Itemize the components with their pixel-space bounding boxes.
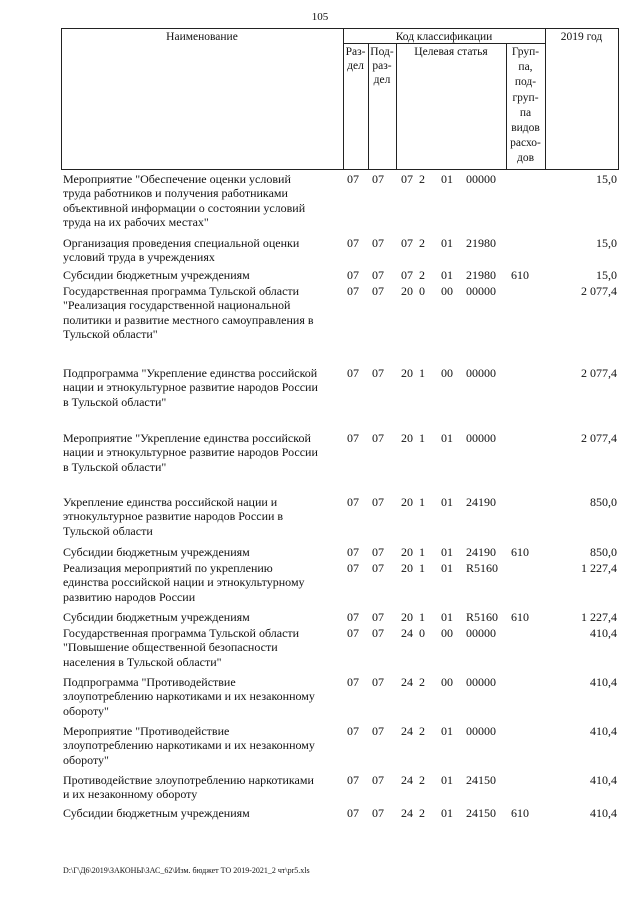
- row-name-line: Подпрограмма "Противодействие: [63, 675, 236, 689]
- row-amount: 410,4: [590, 806, 617, 820]
- row-section: 07: [347, 495, 359, 509]
- row-subsection: 07: [372, 561, 384, 575]
- row-amount: 410,4: [590, 773, 617, 787]
- row-amount: 410,4: [590, 724, 617, 738]
- row-section: 07: [347, 284, 359, 298]
- row-target-subprogram: 2: [419, 172, 425, 186]
- row-name-line: Мероприятие "Укрепление единства российской: [63, 431, 311, 445]
- row-target-subprogram: 0: [419, 284, 425, 298]
- row-subsection: 07: [372, 236, 384, 250]
- row-name: [63, 172, 345, 230]
- row-target-activity: 01: [441, 495, 453, 509]
- row-target-subprogram: 1: [419, 495, 425, 509]
- row-amount: 850,0: [590, 545, 617, 559]
- row-target-program: 24: [401, 773, 413, 787]
- row-name-line: труда работников и получения работниками: [63, 186, 288, 201]
- row-target-direction: 00000: [466, 626, 496, 640]
- row-subsection: 07: [372, 626, 384, 640]
- row-name-line: и их незаконному обороту: [63, 787, 198, 802]
- row-target-direction: 24190: [466, 495, 496, 509]
- row-target-activity: 00: [441, 366, 453, 380]
- row-name-line: Субсидии бюджетным учреждениям: [63, 268, 250, 282]
- row-subsection: 07: [372, 724, 384, 738]
- row-name: [63, 610, 345, 624]
- row-name: [63, 431, 345, 474]
- row-target-direction: 24150: [466, 773, 496, 787]
- header-bottom-line: [61, 169, 619, 170]
- header-subsection-line: дел: [373, 74, 391, 86]
- header-subsection-line: раз-: [372, 60, 392, 72]
- header-group-line: видов: [511, 122, 540, 135]
- row-target-direction: 24150: [466, 806, 496, 820]
- row-name: [63, 773, 345, 802]
- row-target-activity: 01: [441, 236, 453, 250]
- row-name-line: "Реализация государственной национальной: [63, 298, 291, 313]
- header-group-line: дов: [516, 152, 535, 165]
- row-amount: 15,0: [596, 268, 617, 282]
- row-name-line: Тульской области: [63, 523, 153, 538]
- row-section: 07: [347, 268, 359, 282]
- row-target-direction: 00000: [466, 366, 496, 380]
- row-name: [63, 495, 345, 538]
- row-target-subprogram: 1: [419, 431, 425, 445]
- header-section: [343, 45, 368, 73]
- header-target: Целевая статья: [414, 46, 488, 58]
- row-section: 07: [347, 366, 359, 380]
- row-amount: 15,0: [596, 172, 617, 186]
- row-subsection: 07: [372, 773, 384, 787]
- row-name: [63, 236, 345, 265]
- row-amount: 2 077,4: [581, 366, 617, 380]
- row-target-activity: 01: [441, 610, 453, 624]
- row-target-activity: 00: [441, 626, 453, 640]
- header-group: [506, 45, 545, 167]
- row-name-line: обороту": [63, 703, 109, 718]
- row-target-activity: 01: [441, 172, 453, 186]
- row-target-subprogram: 1: [419, 610, 425, 624]
- row-name: [63, 675, 345, 718]
- row-target-direction: 21980: [466, 236, 496, 250]
- page-number: 105: [311, 11, 329, 23]
- row-amount: 2 077,4: [581, 284, 617, 298]
- row-amount: 850,0: [590, 495, 617, 509]
- header-subsection: [368, 45, 396, 87]
- row-target-subprogram: 2: [419, 806, 425, 820]
- header-name: Наименование: [166, 31, 238, 43]
- header-group-line: груп-: [512, 91, 539, 104]
- row-name: [63, 284, 345, 342]
- header-year: 2019 год: [560, 31, 603, 43]
- row-subsection: 07: [372, 172, 384, 186]
- row-name-line: труда на их рабочих местах": [63, 215, 209, 230]
- row-subsection: 07: [372, 431, 384, 445]
- row-section: 07: [347, 431, 359, 445]
- row-target-direction: 00000: [466, 172, 496, 186]
- row-target-program: 20: [401, 366, 413, 380]
- row-target-subprogram: 2: [419, 236, 425, 250]
- row-expense-group: 610: [511, 545, 529, 559]
- row-target-program: 07: [401, 172, 413, 186]
- row-target-activity: 00: [441, 284, 453, 298]
- row-name: [63, 561, 345, 604]
- header-section-line: Раз-: [345, 46, 366, 58]
- row-target-program: 20: [401, 284, 413, 298]
- row-section: 07: [347, 724, 359, 738]
- row-target-program: 24: [401, 806, 413, 820]
- row-name-line: объективной информации о состоянии условий: [63, 200, 306, 215]
- row-subsection: 07: [372, 268, 384, 282]
- row-name-line: Субсидии бюджетным учреждениям: [63, 545, 250, 559]
- row-name-line: нации и этнокультурное развитие народов России: [63, 380, 318, 395]
- row-section: 07: [347, 610, 359, 624]
- row-name-line: Мероприятие "Противодействие: [63, 724, 230, 738]
- header-group-line: па,: [518, 61, 533, 74]
- row-target-subprogram: 2: [419, 773, 425, 787]
- row-name-line: в Тульской области": [63, 459, 167, 474]
- header-group-line: под-: [514, 76, 537, 89]
- row-name-line: населения в Тульской области": [63, 654, 222, 669]
- row-expense-group: 610: [511, 268, 529, 282]
- header-code-classification: Код классификации: [395, 31, 493, 43]
- row-target-program: 20: [401, 431, 413, 445]
- row-name-line: этнокультурное развитие народов России в: [63, 509, 284, 524]
- row-name-line: нации и этнокультурное развитие народов России: [63, 445, 318, 460]
- header-right-border: [618, 28, 619, 169]
- row-name-line: развитию народов России: [63, 589, 196, 604]
- row-amount: 1 227,4: [581, 610, 617, 624]
- row-name: [63, 545, 345, 559]
- row-subsection: 07: [372, 366, 384, 380]
- row-target-direction: 00000: [466, 675, 496, 689]
- row-target-program: 20: [401, 561, 413, 575]
- row-expense-group: 610: [511, 806, 529, 820]
- row-amount: 410,4: [590, 626, 617, 640]
- row-name-line: единства российской нации и этнокультурному: [63, 575, 305, 590]
- header-top-line: [61, 28, 619, 29]
- row-expense-group: 610: [511, 610, 529, 624]
- row-target-direction: R5160: [466, 610, 499, 624]
- row-target-activity: 01: [441, 268, 453, 282]
- row-section: 07: [347, 773, 359, 787]
- row-target-subprogram: 2: [419, 675, 425, 689]
- row-target-program: 07: [401, 236, 413, 250]
- header-section-line: дел: [347, 60, 364, 72]
- row-target-direction: 00000: [466, 724, 496, 738]
- row-target-subprogram: 1: [419, 545, 425, 559]
- row-name-line: условий труда в учреждениях: [63, 250, 215, 265]
- row-name-line: Государственная программа Тульской области: [63, 626, 300, 640]
- row-name-line: политики и развитие местного самоуправления в: [63, 312, 314, 327]
- row-section: 07: [347, 561, 359, 575]
- row-amount: 410,4: [590, 675, 617, 689]
- row-name: [63, 268, 345, 282]
- row-target-subprogram: 1: [419, 561, 425, 575]
- row-name-line: Субсидии бюджетным учреждениям: [63, 610, 250, 624]
- row-name-line: в Тульской области": [63, 394, 167, 409]
- row-amount: 1 227,4: [581, 561, 617, 575]
- row-section: 07: [347, 172, 359, 186]
- row-name-line: Тульской области": [63, 327, 158, 342]
- row-name-line: Мероприятие "Обеспечение оценки условий: [63, 172, 291, 186]
- header-divider-group: [545, 28, 546, 169]
- row-target-program: 07: [401, 268, 413, 282]
- row-subsection: 07: [372, 675, 384, 689]
- row-target-program: 24: [401, 724, 413, 738]
- row-name-line: Подпрограмма "Укрепление единства российской: [63, 366, 318, 380]
- row-target-direction: 21980: [466, 268, 496, 282]
- header-subsection-line: Под-: [370, 46, 394, 58]
- row-name: [63, 626, 345, 669]
- row-name: [63, 806, 345, 820]
- row-name-line: злоупотреблению наркотиками и их незаконному: [63, 738, 315, 753]
- row-target-activity: 01: [441, 545, 453, 559]
- row-name-line: Реализация мероприятий по укреплению: [63, 561, 273, 575]
- row-name-line: Государственная программа Тульской области: [63, 284, 300, 298]
- header-left-border: [61, 28, 62, 169]
- row-name-line: Противодействие злоупотреблению наркотиками: [63, 773, 314, 787]
- row-target-program: 20: [401, 610, 413, 624]
- row-name-line: злоупотреблению наркотиками и их незаконному: [63, 689, 315, 704]
- row-target-subprogram: 0: [419, 626, 425, 640]
- row-name-line: Организация проведения специальной оценки: [63, 236, 300, 250]
- row-subsection: 07: [372, 284, 384, 298]
- row-target-activity: 01: [441, 806, 453, 820]
- row-target-subprogram: 2: [419, 724, 425, 738]
- row-name-line: обороту": [63, 752, 109, 767]
- row-target-activity: 01: [441, 724, 453, 738]
- row-target-program: 24: [401, 675, 413, 689]
- row-target-activity: 01: [441, 561, 453, 575]
- row-name: [63, 366, 345, 409]
- row-amount: 2 077,4: [581, 431, 617, 445]
- row-subsection: 07: [372, 806, 384, 820]
- row-target-activity: 00: [441, 675, 453, 689]
- row-target-activity: 01: [441, 773, 453, 787]
- row-name-line: "Повышение общественной безопасности: [63, 640, 278, 655]
- row-amount: 15,0: [596, 236, 617, 250]
- header-group-line: па: [519, 106, 532, 119]
- row-target-direction: 24190: [466, 545, 496, 559]
- header-divider-subsection: [396, 43, 397, 169]
- row-target-program: 24: [401, 626, 413, 640]
- row-name-line: Субсидии бюджетным учреждениям: [63, 806, 250, 820]
- row-section: 07: [347, 806, 359, 820]
- row-target-direction: 00000: [466, 284, 496, 298]
- row-section: 07: [347, 236, 359, 250]
- row-target-program: 20: [401, 495, 413, 509]
- row-subsection: 07: [372, 495, 384, 509]
- row-section: 07: [347, 626, 359, 640]
- row-target-direction: 00000: [466, 431, 496, 445]
- header-group-line: расхо-: [510, 137, 541, 150]
- file-path-footer: D:\Г\Д6\2019\ЗАКОНЫ\ЗАС_62\Изм. бюджет ТО 2019-2021_2 чт\pr5.xls: [63, 866, 310, 875]
- row-target-subprogram: 2: [419, 268, 425, 282]
- row-target-activity: 01: [441, 431, 453, 445]
- row-name: [63, 724, 345, 767]
- row-subsection: 07: [372, 610, 384, 624]
- row-section: 07: [347, 545, 359, 559]
- row-target-subprogram: 1: [419, 366, 425, 380]
- row-target-direction: R5160: [466, 561, 499, 575]
- row-target-program: 20: [401, 545, 413, 559]
- row-name-line: Укрепление единства российской нации и: [63, 495, 278, 509]
- row-subsection: 07: [372, 545, 384, 559]
- row-section: 07: [347, 675, 359, 689]
- header-group-line: Груп-: [511, 46, 540, 58]
